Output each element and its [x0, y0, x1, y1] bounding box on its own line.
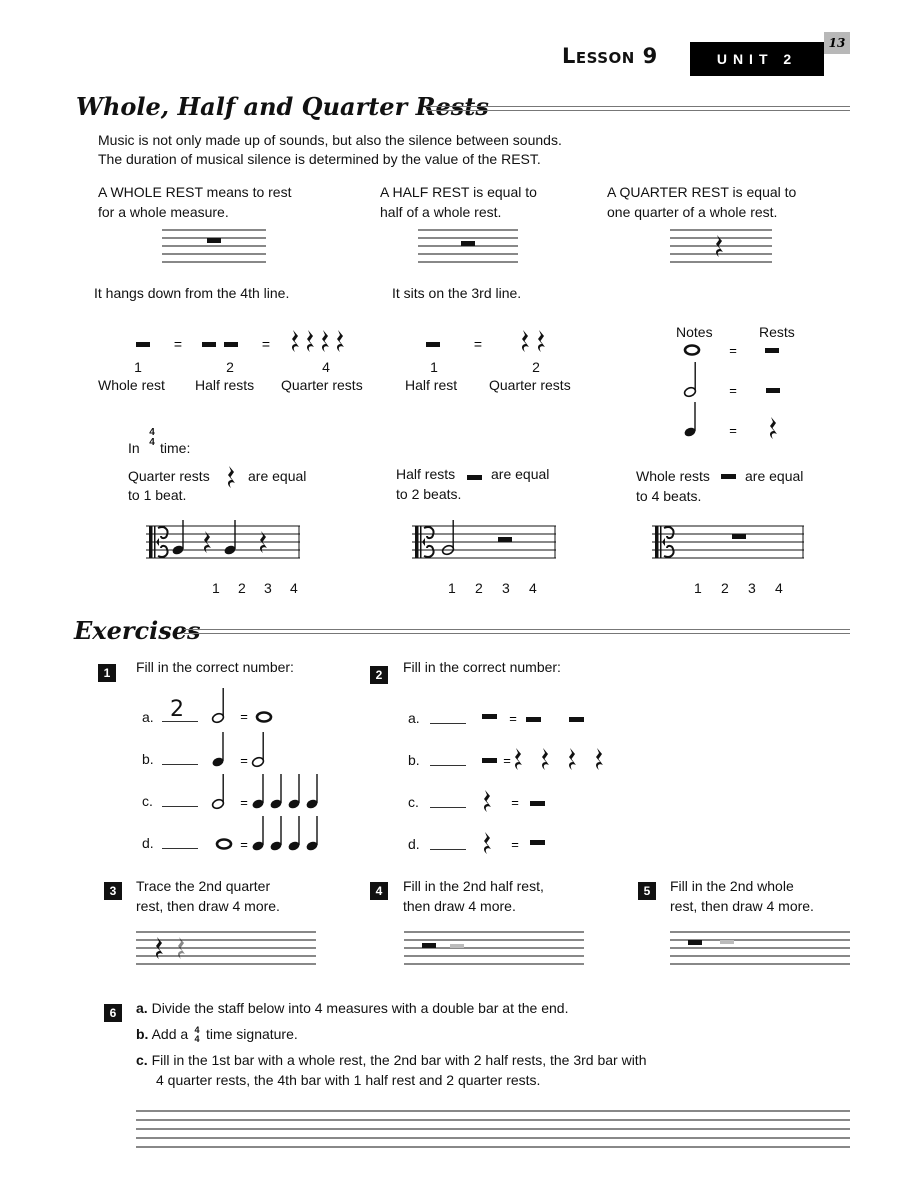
half-rest-staff — [418, 228, 518, 272]
exercise-6-c-line2: 4 quarter rests, the 4th bar with 1 half rest and 2 quarter rests. — [156, 1072, 541, 1088]
half-rest-caption: It sits on the 3rd line. — [392, 285, 522, 301]
svg-text:=: = — [240, 837, 248, 852]
eq2-num-1: 1 — [430, 359, 438, 375]
exercise-4-line2: then draw 4 more. — [403, 898, 516, 914]
ex1-c-blank[interactable] — [162, 806, 198, 807]
ex1-b-blank[interactable] — [162, 764, 198, 765]
ex2-d-equation — [478, 828, 568, 858]
quarter-beats-post: are equal — [248, 468, 307, 484]
section-title-rule — [426, 106, 850, 111]
whole-rest-desc-1: A WHOLE REST means to rest — [98, 184, 292, 200]
counts-2: 1 2 3 4 — [448, 580, 537, 596]
unit-box: UNIT 2 — [690, 42, 824, 76]
svg-text:=: = — [729, 423, 737, 438]
whole-rest-desc-2: for a whole measure. — [98, 204, 229, 220]
time-signature-inline: 4 4 — [149, 427, 155, 448]
exercise-1-number: 1 — [98, 664, 116, 682]
exercise-5-line1: Fill in the 2nd whole — [670, 878, 794, 894]
quarter-rest-desc-1: A QUARTER REST is equal to — [607, 184, 797, 200]
page-number: 13 — [824, 32, 850, 54]
ex1-a-answer: 2 — [170, 697, 184, 722]
whole-beats-line2: to 4 beats. — [636, 488, 702, 504]
counts-3: 1 2 3 4 — [694, 580, 783, 596]
quarter-beats-line2: to 1 beat. — [128, 487, 187, 503]
svg-text:=: = — [240, 709, 248, 724]
rests-label: Rests — [759, 324, 795, 340]
exercise-5-line2: rest, then draw 4 more. — [670, 898, 814, 914]
whole-rest-caption: It hangs down from the 4th line. — [94, 285, 290, 301]
whole-beats-pre: Whole rests — [636, 468, 710, 484]
ex2-b-letter: b. — [408, 752, 420, 768]
svg-text:=: = — [509, 711, 517, 726]
ex2-a-blank[interactable] — [430, 723, 466, 724]
exercise-4-staff[interactable] — [404, 930, 584, 970]
ex2-b-blank[interactable] — [430, 765, 466, 766]
exercise-2-number: 2 — [370, 666, 388, 684]
counts-1: 1 2 3 4 — [212, 580, 298, 596]
ex2-c-letter: c. — [408, 794, 419, 810]
ex1-a-letter: a. — [142, 709, 154, 725]
quarter-rest-icon — [226, 466, 238, 488]
whole-beats-post: are equal — [745, 468, 804, 484]
ex2-d-letter: d. — [408, 836, 420, 852]
eq1-num-3: 4 — [322, 359, 330, 375]
quarter-rest-measure — [146, 524, 300, 564]
whole-rest-measure — [652, 524, 804, 564]
rest-equivalence-diagram — [130, 330, 370, 354]
half-beats-line2: to 2 beats. — [396, 486, 462, 502]
exercise-6-c-line1: c. Fill in the 1st bar with a whole rest, the 2nd bar with 2 half rests, the 3rd bar with — [136, 1052, 647, 1068]
svg-text:=: = — [729, 343, 737, 358]
svg-text:=: = — [173, 336, 183, 352]
exercise-6-a: a. Divide the staff below into 4 measures with a double bar at the end. — [136, 1000, 569, 1016]
half-beats-post: are equal — [491, 466, 550, 482]
time-intro-post: time: — [160, 440, 191, 456]
inline-time-signature: 4 4 — [194, 1025, 200, 1045]
svg-text:=: = — [503, 753, 511, 768]
quarter-rest-desc-2: one quarter of a whole rest. — [607, 204, 778, 220]
ex2-c-blank[interactable] — [430, 807, 466, 808]
lesson-title: Lesson 9 — [562, 44, 658, 68]
ex2-c-equation — [478, 786, 568, 816]
half-rest-icon — [466, 466, 484, 486]
whole-rest-icon — [720, 466, 738, 486]
eq1-label-2: Half rests — [195, 377, 255, 393]
ex1-a-equation — [210, 688, 290, 728]
eq1-label-3: Quarter rests — [281, 377, 363, 393]
exercise-3-staff[interactable] — [136, 930, 316, 970]
eq1-num-2: 2 — [226, 359, 234, 375]
exercise-1-instruction: Fill in the correct number: — [136, 659, 294, 675]
half-rest — [461, 241, 475, 246]
ex1-d-letter: d. — [142, 835, 154, 851]
eq2-label-1: Half rest — [405, 377, 458, 393]
ex1-b-equation — [210, 730, 290, 770]
quarter-rest-staff — [670, 228, 772, 272]
exercise-4-number: 4 — [370, 882, 388, 900]
half-rest-equivalence — [420, 330, 560, 354]
intro-line-2: The duration of musical silence is determined by the value of the REST. — [98, 151, 541, 167]
section-title: Whole, Half and Quarter Rests — [76, 92, 489, 121]
time-intro-pre: In — [128, 440, 140, 456]
exercise-6-number: 6 — [104, 1004, 122, 1022]
ex1-d-blank[interactable] — [162, 848, 198, 849]
ex1-d-equation — [210, 814, 350, 854]
exercises-title: Exercises — [74, 616, 201, 645]
ex1-b-letter: b. — [142, 751, 154, 767]
quarter-beats-pre: Quarter rests — [128, 468, 210, 484]
notes-label: Notes — [676, 324, 713, 340]
whole-rest-staff — [162, 228, 266, 272]
ex2-a-equation — [478, 706, 598, 730]
ex2-d-blank[interactable] — [430, 849, 466, 850]
ex2-b-equation — [478, 744, 618, 774]
eq2-label-2: Quarter rests — [489, 377, 571, 393]
half-rest-measure — [412, 524, 556, 564]
exercise-6-b: b. Add a 4 4 time signature. — [136, 1025, 298, 1045]
exercise-3-number: 3 — [104, 882, 122, 900]
exercise-2-instruction: Fill in the correct number: — [403, 659, 561, 675]
svg-text:=: = — [261, 336, 271, 352]
exercise-3-line2: rest, then draw 4 more. — [136, 898, 280, 914]
eq2-num-2: 2 — [532, 359, 540, 375]
whole-rest — [207, 238, 221, 243]
half-beats-pre: Half rests — [396, 466, 456, 482]
ex1-c-equation — [210, 772, 350, 812]
half-rest-desc-1: A HALF REST is equal to — [380, 184, 537, 200]
exercise-3-line1: Trace the 2nd quarter — [136, 878, 271, 894]
eq1-num-1: 1 — [134, 359, 142, 375]
svg-text:=: = — [473, 336, 483, 352]
ex1-c-letter: c. — [142, 793, 153, 809]
notes-rests-table — [680, 340, 800, 440]
intro-line-1: Music is not only made up of sounds, but also the silence between sounds. — [98, 132, 562, 148]
exercise-6-staff[interactable] — [136, 1110, 850, 1150]
exercise-4-line1: Fill in the 2nd half rest, — [403, 878, 544, 894]
exercise-5-number: 5 — [638, 882, 656, 900]
exercises-title-rule — [184, 629, 850, 634]
svg-text:=: = — [240, 795, 248, 810]
svg-text:=: = — [729, 383, 737, 398]
svg-text:=: = — [511, 795, 519, 810]
ex2-a-letter: a. — [408, 710, 420, 726]
svg-text:=: = — [511, 837, 519, 852]
svg-text:=: = — [240, 753, 248, 768]
exercise-5-staff[interactable] — [670, 930, 850, 970]
eq1-label-1: Whole rest — [98, 377, 165, 393]
half-rest-desc-2: half of a whole rest. — [380, 204, 502, 220]
